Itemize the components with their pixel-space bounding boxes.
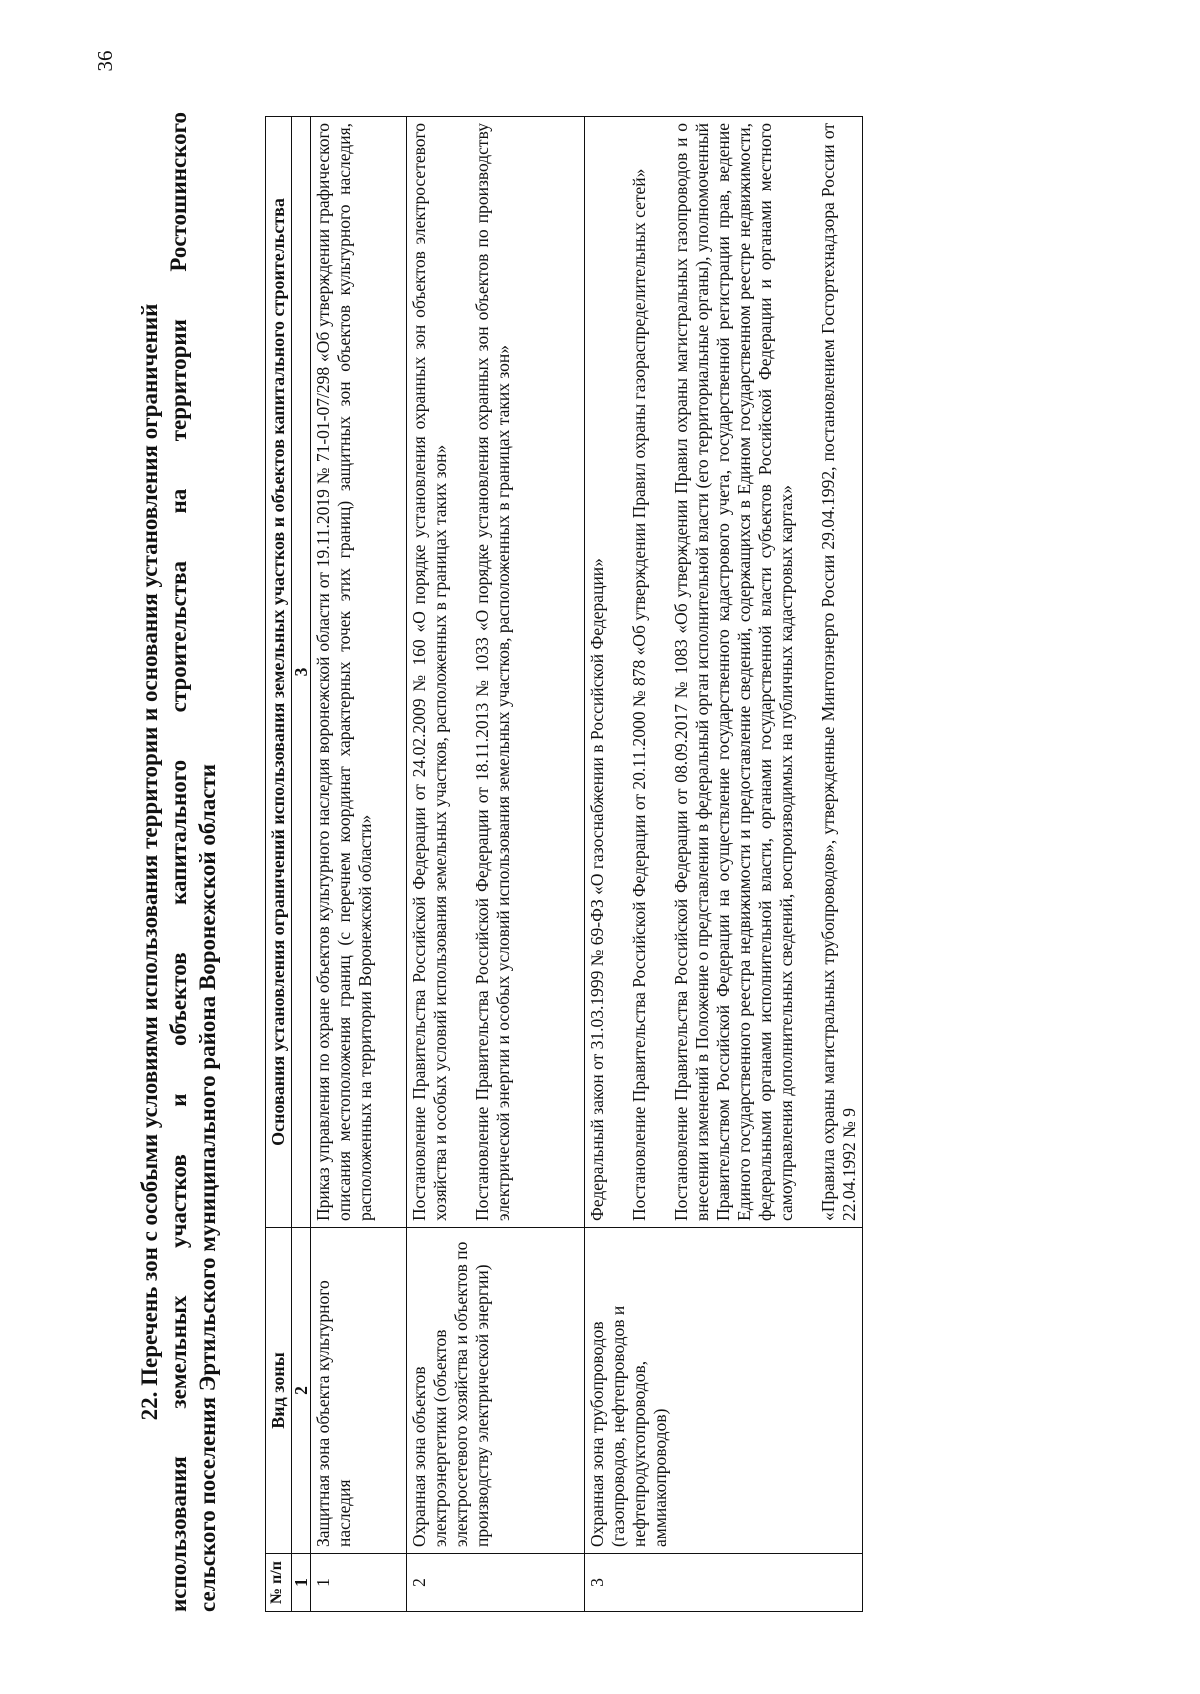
table-row xyxy=(311,117,407,1612)
table-header-row xyxy=(266,117,292,1612)
row-number: 2 xyxy=(407,1554,585,1612)
title-line-2: использования земельных участков и объектов капитального строительства на территории Ростошинского xyxy=(166,112,191,1612)
row-number: 1 xyxy=(311,1554,407,1612)
table-row xyxy=(407,117,585,1612)
basis-paragraph: Федеральный закон от 31.03.1999 № 69-ФЗ «О газоснабжении в Российской Федерации» xyxy=(587,558,607,1221)
zones-table xyxy=(265,116,863,1612)
basis-cell xyxy=(585,117,863,1228)
document-title xyxy=(135,112,222,1612)
column-number: 3 xyxy=(292,117,311,1228)
column-number-row xyxy=(292,117,311,1612)
basis-paragraph: «Правила охраны магистральных трубопроводов», утвержденные Минтопэнерго России 29.04.1992, постановлением Госгортехнадзора России от 22.04.1992 № 9 xyxy=(818,123,859,1221)
title-line-1: 22. Перечень зон с особыми условиями использования территории и основания установления ограничений xyxy=(137,303,162,1421)
column-number: 1 xyxy=(292,1554,311,1612)
basis-paragraph: Постановление Правительства Российской Федерации от 24.02.2009 № 160 «О порядке установления охранных зон объектов электросетевого хозяйства и особых условий использования земельных участков, расположенных в границах таких зон» xyxy=(409,123,450,1221)
basis-cell xyxy=(311,117,407,1228)
row-number: 3 xyxy=(585,1554,863,1612)
basis-paragraph: Постановление Правительства Российской Федерации от 20.11.2000 № 878 «Об утверждении Правил охраны газораспределительных сетей» xyxy=(629,168,649,1221)
page-number: 36 xyxy=(93,50,117,72)
basis-cell xyxy=(407,117,585,1228)
rotated-page-content xyxy=(132,96,1200,1644)
basis-paragraph: Постановление Правительства Российской Федерации от 18.11.2013 № 1033 «О порядке установления охранных зон объектов по производству электрической энергии и особых условий использования земельных участков, расположенных в границах таких зон» xyxy=(472,123,513,1221)
basis-paragraph: Приказ управления по охране объектов культурного наследия воронежской области от 19.11.2019 № 71-01-07/298 «Об утверждении графического описания местоположения границ (с перечнем координат характерных точек этих границ) защитных зон объектов культурного наследия, расположенных на территории Воронежской области» xyxy=(313,123,375,1221)
zone-type-cell: Охранная зона объектов электроэнергетики (объектов электросетевого хозяйства и объектов по производству электрической энергии) xyxy=(407,1228,585,1554)
basis-paragraph: Постановление Правительства Российской Федерации от 08.09.2017 № 1083 «Об утверждении Правил охраны магистральных газопроводов и о внесении изменений в Положение о представлении в федеральный орган исполнительной власти (его территориальные органы), уполномоченный Правительством Российской Федерации на осуществление государственного кадастрового учета, государственной регистрации прав, ведение Единого государственного реестра недвижимости и предоставление сведений, содержащихся в Едином государственном реестре недвижимости, федеральными органами исполнительной власти, органами государственной власти субъектов Российской Федерации и органами местного самоуправления дополнительных сведений, воспроизводимых на публичных кадастровых картах» xyxy=(671,123,796,1221)
table-row xyxy=(585,117,863,1612)
header-number: № п/п xyxy=(266,1554,292,1612)
zone-type-cell: Охранная зона трубопроводов (газопроводов, нефтепроводов и нефтепродуктопроводов, аммиакопроводов) xyxy=(585,1228,863,1554)
header-basis: Основания установления ограничений использования земельных участков и объектов капитального строительства xyxy=(266,117,292,1228)
title-line-3: сельского поселения Эртильского муниципального района Воронежской области xyxy=(195,763,220,1612)
zone-type-cell: Защитная зона объекта культурного наследия xyxy=(311,1228,407,1554)
column-number: 2 xyxy=(292,1228,311,1554)
header-zone-type: Вид зоны xyxy=(266,1228,292,1554)
